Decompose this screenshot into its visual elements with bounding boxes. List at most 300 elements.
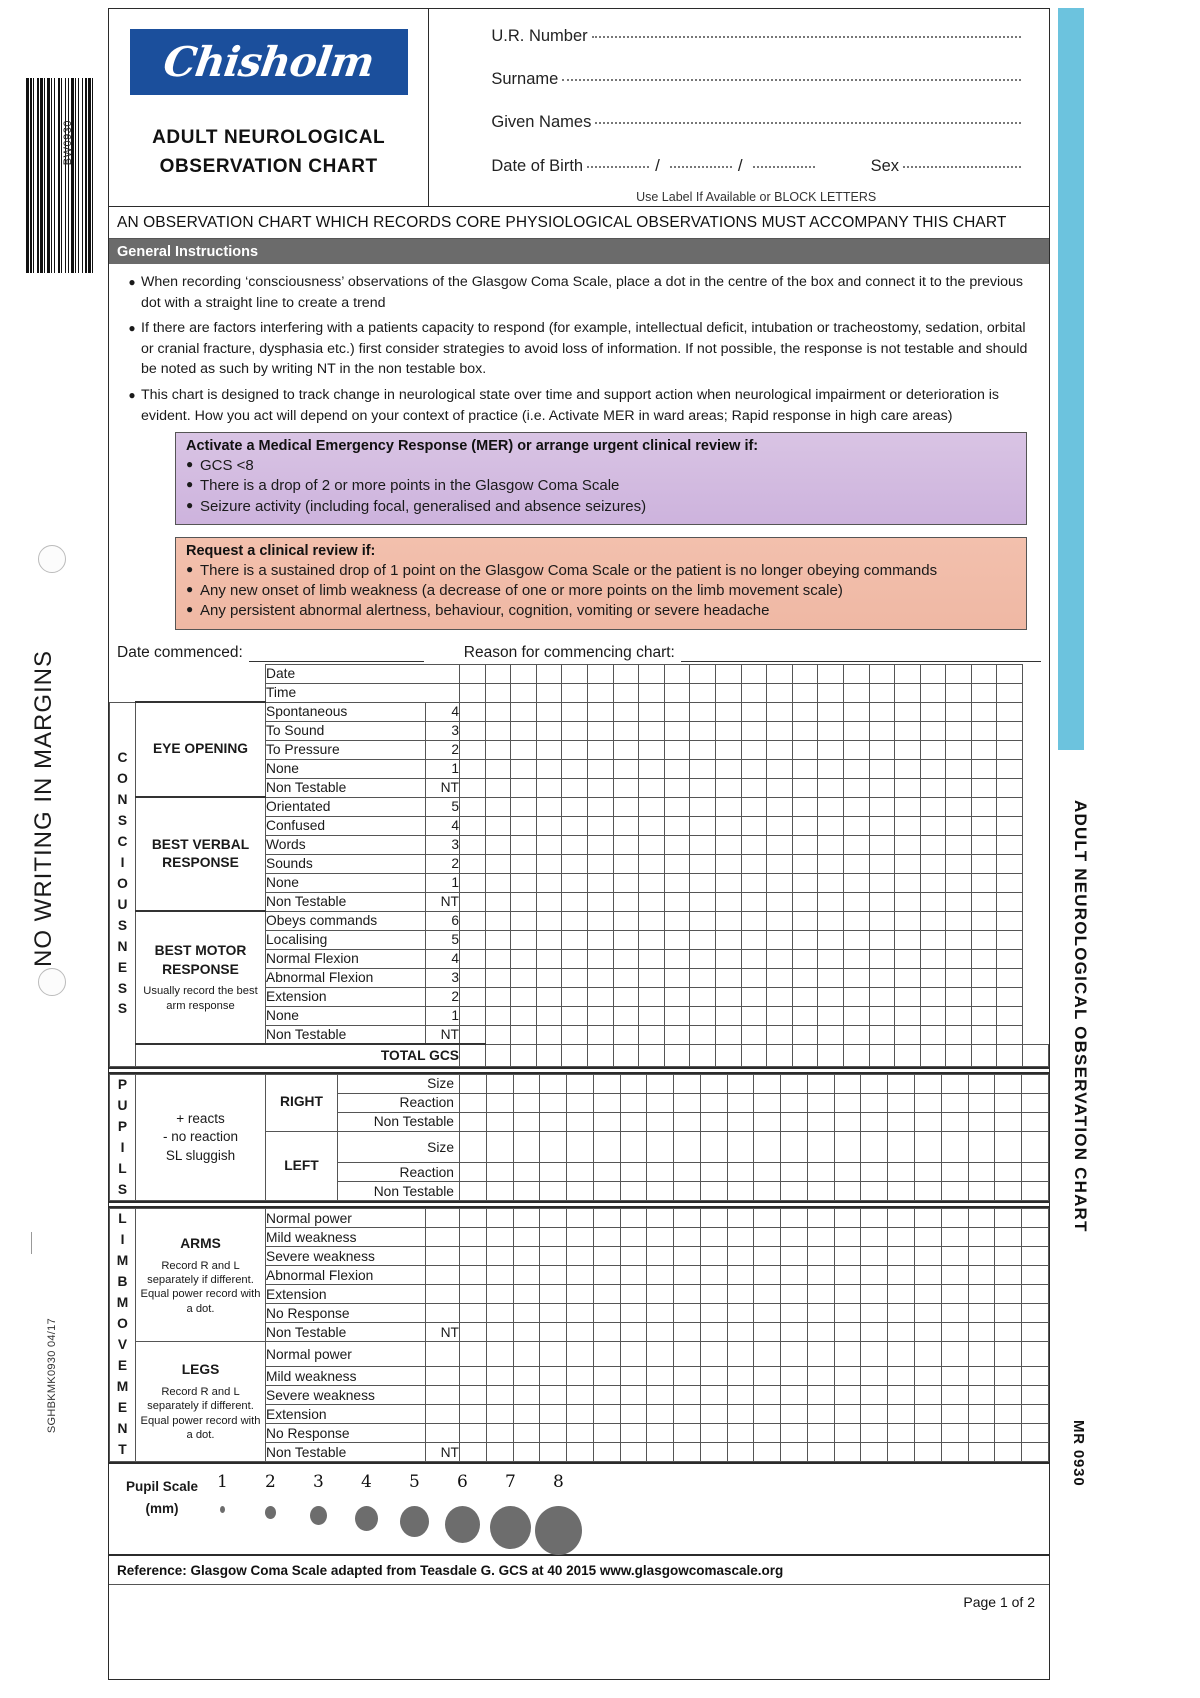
observation-cell[interactable] bbox=[818, 1006, 844, 1025]
limb-observation-cell[interactable] bbox=[700, 1304, 727, 1323]
observation-cell[interactable] bbox=[690, 949, 716, 968]
limb-observation-cell[interactable] bbox=[834, 1285, 861, 1304]
observation-cell[interactable] bbox=[869, 854, 895, 873]
observation-cell[interactable] bbox=[460, 873, 486, 892]
observation-cell[interactable] bbox=[818, 968, 844, 987]
total-gcs-cell[interactable] bbox=[587, 1044, 613, 1066]
observation-cell[interactable] bbox=[792, 664, 818, 683]
limb-observation-cell[interactable] bbox=[620, 1323, 647, 1342]
observation-cell[interactable] bbox=[767, 1025, 793, 1044]
limb-observation-cell[interactable] bbox=[460, 1266, 487, 1285]
limb-observation-cell[interactable] bbox=[781, 1342, 808, 1367]
observation-cell[interactable] bbox=[690, 968, 716, 987]
limb-observation-cell[interactable] bbox=[915, 1247, 942, 1266]
observation-cell[interactable] bbox=[997, 911, 1023, 930]
observation-cell[interactable] bbox=[843, 854, 869, 873]
observation-cell[interactable] bbox=[639, 721, 665, 740]
observation-cell[interactable] bbox=[562, 835, 588, 854]
limb-observation-cell[interactable] bbox=[513, 1209, 540, 1228]
limb-observation-cell[interactable] bbox=[620, 1304, 647, 1323]
observation-cell[interactable] bbox=[767, 740, 793, 759]
observation-cell[interactable] bbox=[920, 835, 946, 854]
observation-cell[interactable] bbox=[613, 930, 639, 949]
pupil-observation-cell[interactable] bbox=[754, 1131, 781, 1163]
observation-cell[interactable] bbox=[536, 797, 562, 816]
observation-cell[interactable] bbox=[895, 930, 921, 949]
observation-cell[interactable] bbox=[587, 721, 613, 740]
observation-cell[interactable] bbox=[971, 1006, 997, 1025]
limb-observation-cell[interactable] bbox=[995, 1228, 1022, 1247]
observation-cell[interactable] bbox=[741, 854, 767, 873]
observation-cell[interactable] bbox=[690, 664, 716, 683]
observation-cell[interactable] bbox=[920, 949, 946, 968]
pupil-observation-cell[interactable] bbox=[888, 1182, 915, 1201]
limb-observation-cell[interactable] bbox=[968, 1342, 995, 1367]
pupil-observation-cell[interactable] bbox=[941, 1131, 968, 1163]
limb-observation-cell[interactable] bbox=[861, 1323, 888, 1342]
limb-observation-cell[interactable] bbox=[567, 1304, 594, 1323]
total-gcs-cell[interactable] bbox=[715, 1044, 741, 1066]
total-gcs-cell[interactable] bbox=[767, 1044, 793, 1066]
limb-observation-cell[interactable] bbox=[834, 1323, 861, 1342]
pupil-observation-cell[interactable] bbox=[861, 1093, 888, 1112]
observation-cell[interactable] bbox=[690, 778, 716, 797]
given-names-input[interactable] bbox=[595, 122, 1021, 124]
limb-observation-cell[interactable] bbox=[995, 1443, 1022, 1462]
observation-cell[interactable] bbox=[869, 759, 895, 778]
limb-observation-cell[interactable] bbox=[486, 1304, 513, 1323]
observation-cell[interactable] bbox=[946, 683, 972, 702]
limb-observation-cell[interactable] bbox=[674, 1209, 701, 1228]
limb-observation-cell[interactable] bbox=[727, 1247, 754, 1266]
observation-cell[interactable] bbox=[613, 759, 639, 778]
pupil-observation-cell[interactable] bbox=[567, 1074, 594, 1093]
observation-cell[interactable] bbox=[715, 759, 741, 778]
limb-observation-cell[interactable] bbox=[1022, 1285, 1049, 1304]
observation-cell[interactable] bbox=[895, 759, 921, 778]
limb-observation-cell[interactable] bbox=[567, 1228, 594, 1247]
observation-cell[interactable] bbox=[843, 930, 869, 949]
observation-cell[interactable] bbox=[562, 1025, 588, 1044]
observation-cell[interactable] bbox=[460, 759, 486, 778]
observation-cell[interactable] bbox=[895, 1025, 921, 1044]
pupil-observation-cell[interactable] bbox=[486, 1093, 513, 1112]
observation-cell[interactable] bbox=[690, 816, 716, 835]
limb-observation-cell[interactable] bbox=[781, 1443, 808, 1462]
pupil-observation-cell[interactable] bbox=[567, 1112, 594, 1131]
observation-cell[interactable] bbox=[587, 1025, 613, 1044]
observation-cell[interactable] bbox=[767, 816, 793, 835]
observation-cell[interactable] bbox=[613, 721, 639, 740]
observation-cell[interactable] bbox=[767, 930, 793, 949]
limb-observation-cell[interactable] bbox=[754, 1209, 781, 1228]
pupil-observation-cell[interactable] bbox=[781, 1163, 808, 1182]
observation-cell[interactable] bbox=[741, 892, 767, 911]
limb-observation-cell[interactable] bbox=[781, 1228, 808, 1247]
limb-observation-cell[interactable] bbox=[460, 1304, 487, 1323]
pupil-observation-cell[interactable] bbox=[540, 1074, 567, 1093]
observation-cell[interactable] bbox=[767, 987, 793, 1006]
limb-observation-cell[interactable] bbox=[620, 1342, 647, 1367]
limb-observation-cell[interactable] bbox=[460, 1323, 487, 1342]
observation-cell[interactable] bbox=[741, 816, 767, 835]
limb-observation-cell[interactable] bbox=[995, 1424, 1022, 1443]
limb-observation-cell[interactable] bbox=[807, 1266, 834, 1285]
observation-cell[interactable] bbox=[511, 759, 537, 778]
limb-observation-cell[interactable] bbox=[834, 1386, 861, 1405]
observation-cell[interactable] bbox=[895, 835, 921, 854]
limb-observation-cell[interactable] bbox=[700, 1228, 727, 1247]
limb-observation-cell[interactable] bbox=[647, 1424, 674, 1443]
observation-cell[interactable] bbox=[460, 683, 486, 702]
limb-observation-cell[interactable] bbox=[781, 1386, 808, 1405]
observation-cell[interactable] bbox=[485, 987, 511, 1006]
limb-observation-cell[interactable] bbox=[540, 1304, 567, 1323]
pupil-observation-cell[interactable] bbox=[995, 1112, 1022, 1131]
observation-cell[interactable] bbox=[587, 873, 613, 892]
observation-cell[interactable] bbox=[511, 949, 537, 968]
pupil-observation-cell[interactable] bbox=[593, 1163, 620, 1182]
observation-cell[interactable] bbox=[715, 1025, 741, 1044]
observation-cell[interactable] bbox=[715, 949, 741, 968]
observation-cell[interactable] bbox=[818, 835, 844, 854]
pupil-observation-cell[interactable] bbox=[781, 1112, 808, 1131]
observation-cell[interactable] bbox=[843, 664, 869, 683]
observation-cell[interactable] bbox=[920, 816, 946, 835]
observation-cell[interactable] bbox=[869, 930, 895, 949]
observation-cell[interactable] bbox=[869, 987, 895, 1006]
limb-observation-cell[interactable] bbox=[861, 1443, 888, 1462]
total-gcs-cell[interactable] bbox=[997, 1044, 1023, 1066]
pupil-observation-cell[interactable] bbox=[995, 1131, 1022, 1163]
total-gcs-cell[interactable] bbox=[690, 1044, 716, 1066]
limb-observation-cell[interactable] bbox=[513, 1443, 540, 1462]
limb-observation-cell[interactable] bbox=[754, 1367, 781, 1386]
observation-cell[interactable] bbox=[741, 1006, 767, 1025]
pupil-observation-cell[interactable] bbox=[781, 1074, 808, 1093]
observation-cell[interactable] bbox=[971, 930, 997, 949]
observation-cell[interactable] bbox=[792, 854, 818, 873]
observation-cell[interactable] bbox=[485, 854, 511, 873]
limb-observation-cell[interactable] bbox=[647, 1228, 674, 1247]
observation-cell[interactable] bbox=[741, 702, 767, 721]
observation-cell[interactable] bbox=[613, 702, 639, 721]
observation-cell[interactable] bbox=[613, 911, 639, 930]
observation-cell[interactable] bbox=[997, 968, 1023, 987]
observation-cell[interactable] bbox=[946, 911, 972, 930]
observation-cell[interactable] bbox=[639, 702, 665, 721]
limb-observation-cell[interactable] bbox=[915, 1304, 942, 1323]
observation-cell[interactable] bbox=[920, 721, 946, 740]
limb-observation-cell[interactable] bbox=[807, 1342, 834, 1367]
limb-observation-cell[interactable] bbox=[540, 1266, 567, 1285]
limb-observation-cell[interactable] bbox=[700, 1405, 727, 1424]
limb-observation-cell[interactable] bbox=[915, 1424, 942, 1443]
limb-observation-cell[interactable] bbox=[781, 1323, 808, 1342]
observation-cell[interactable] bbox=[460, 949, 486, 968]
limb-observation-cell[interactable] bbox=[460, 1285, 487, 1304]
limb-observation-cell[interactable] bbox=[513, 1285, 540, 1304]
observation-cell[interactable] bbox=[818, 1025, 844, 1044]
limb-observation-cell[interactable] bbox=[941, 1266, 968, 1285]
observation-cell[interactable] bbox=[562, 968, 588, 987]
limb-observation-cell[interactable] bbox=[460, 1367, 487, 1386]
limb-observation-cell[interactable] bbox=[888, 1209, 915, 1228]
observation-cell[interactable] bbox=[639, 854, 665, 873]
observation-cell[interactable] bbox=[741, 778, 767, 797]
observation-cell[interactable] bbox=[460, 1025, 486, 1044]
limb-observation-cell[interactable] bbox=[620, 1247, 647, 1266]
limb-observation-cell[interactable] bbox=[754, 1228, 781, 1247]
limb-observation-cell[interactable] bbox=[593, 1323, 620, 1342]
limb-observation-cell[interactable] bbox=[915, 1266, 942, 1285]
limb-observation-cell[interactable] bbox=[781, 1424, 808, 1443]
observation-cell[interactable] bbox=[920, 664, 946, 683]
observation-cell[interactable] bbox=[741, 911, 767, 930]
observation-cell[interactable] bbox=[971, 721, 997, 740]
observation-cell[interactable] bbox=[869, 721, 895, 740]
pupil-observation-cell[interactable] bbox=[834, 1131, 861, 1163]
limb-observation-cell[interactable] bbox=[807, 1323, 834, 1342]
observation-cell[interactable] bbox=[843, 968, 869, 987]
observation-cell[interactable] bbox=[690, 683, 716, 702]
observation-cell[interactable] bbox=[690, 1006, 716, 1025]
observation-cell[interactable] bbox=[895, 816, 921, 835]
limb-observation-cell[interactable] bbox=[700, 1443, 727, 1462]
observation-cell[interactable] bbox=[664, 721, 690, 740]
limb-observation-cell[interactable] bbox=[807, 1386, 834, 1405]
pupil-observation-cell[interactable] bbox=[513, 1131, 540, 1163]
observation-cell[interactable] bbox=[690, 702, 716, 721]
limb-observation-cell[interactable] bbox=[915, 1209, 942, 1228]
observation-cell[interactable] bbox=[946, 721, 972, 740]
observation-cell[interactable] bbox=[460, 987, 486, 1006]
observation-cell[interactable] bbox=[843, 1006, 869, 1025]
limb-observation-cell[interactable] bbox=[593, 1386, 620, 1405]
pupil-observation-cell[interactable] bbox=[593, 1182, 620, 1201]
limb-observation-cell[interactable] bbox=[754, 1266, 781, 1285]
observation-cell[interactable] bbox=[536, 892, 562, 911]
pupil-observation-cell[interactable] bbox=[995, 1163, 1022, 1182]
observation-cell[interactable] bbox=[920, 987, 946, 1006]
limb-observation-cell[interactable] bbox=[486, 1209, 513, 1228]
limb-observation-cell[interactable] bbox=[620, 1424, 647, 1443]
observation-cell[interactable] bbox=[895, 740, 921, 759]
observation-cell[interactable] bbox=[511, 664, 537, 683]
pupil-observation-cell[interactable] bbox=[674, 1182, 701, 1201]
pupil-observation-cell[interactable] bbox=[781, 1182, 808, 1201]
observation-cell[interactable] bbox=[536, 778, 562, 797]
limb-observation-cell[interactable] bbox=[754, 1247, 781, 1266]
observation-cell[interactable] bbox=[587, 816, 613, 835]
observation-cell[interactable] bbox=[690, 740, 716, 759]
observation-cell[interactable] bbox=[587, 987, 613, 1006]
pupil-observation-cell[interactable] bbox=[915, 1112, 942, 1131]
observation-cell[interactable] bbox=[511, 740, 537, 759]
limb-observation-cell[interactable] bbox=[995, 1209, 1022, 1228]
observation-cell[interactable] bbox=[562, 892, 588, 911]
pupil-observation-cell[interactable] bbox=[647, 1163, 674, 1182]
observation-cell[interactable] bbox=[997, 759, 1023, 778]
limb-observation-cell[interactable] bbox=[941, 1228, 968, 1247]
observation-cell[interactable] bbox=[562, 873, 588, 892]
observation-cell[interactable] bbox=[895, 664, 921, 683]
observation-cell[interactable] bbox=[536, 1025, 562, 1044]
observation-cell[interactable] bbox=[613, 816, 639, 835]
observation-cell[interactable] bbox=[715, 702, 741, 721]
observation-cell[interactable] bbox=[639, 740, 665, 759]
pupil-observation-cell[interactable] bbox=[647, 1112, 674, 1131]
observation-cell[interactable] bbox=[485, 683, 511, 702]
limb-observation-cell[interactable] bbox=[995, 1405, 1022, 1424]
pupil-observation-cell[interactable] bbox=[727, 1074, 754, 1093]
limb-observation-cell[interactable] bbox=[915, 1367, 942, 1386]
limb-observation-cell[interactable] bbox=[647, 1386, 674, 1405]
observation-cell[interactable] bbox=[639, 892, 665, 911]
limb-observation-cell[interactable] bbox=[781, 1247, 808, 1266]
observation-cell[interactable] bbox=[767, 892, 793, 911]
limb-observation-cell[interactable] bbox=[647, 1266, 674, 1285]
limb-observation-cell[interactable] bbox=[781, 1367, 808, 1386]
pupil-observation-cell[interactable] bbox=[674, 1131, 701, 1163]
observation-cell[interactable] bbox=[895, 797, 921, 816]
observation-cell[interactable] bbox=[792, 911, 818, 930]
pupil-observation-cell[interactable] bbox=[781, 1093, 808, 1112]
limb-observation-cell[interactable] bbox=[915, 1386, 942, 1405]
limb-observation-cell[interactable] bbox=[781, 1209, 808, 1228]
pupil-observation-cell[interactable] bbox=[941, 1093, 968, 1112]
limb-observation-cell[interactable] bbox=[540, 1209, 567, 1228]
limb-observation-cell[interactable] bbox=[727, 1266, 754, 1285]
limb-observation-cell[interactable] bbox=[941, 1304, 968, 1323]
total-gcs-cell[interactable] bbox=[485, 1044, 511, 1066]
limb-observation-cell[interactable] bbox=[834, 1405, 861, 1424]
limb-observation-cell[interactable] bbox=[1022, 1228, 1049, 1247]
observation-cell[interactable] bbox=[715, 930, 741, 949]
observation-cell[interactable] bbox=[971, 835, 997, 854]
pupil-observation-cell[interactable] bbox=[1022, 1074, 1049, 1093]
limb-observation-cell[interactable] bbox=[941, 1342, 968, 1367]
observation-cell[interactable] bbox=[664, 987, 690, 1006]
pupil-observation-cell[interactable] bbox=[647, 1074, 674, 1093]
pupil-observation-cell[interactable] bbox=[727, 1131, 754, 1163]
pupil-observation-cell[interactable] bbox=[647, 1131, 674, 1163]
limb-observation-cell[interactable] bbox=[486, 1266, 513, 1285]
observation-cell[interactable] bbox=[895, 1006, 921, 1025]
limb-observation-cell[interactable] bbox=[460, 1443, 487, 1462]
observation-cell[interactable] bbox=[690, 873, 716, 892]
observation-cell[interactable] bbox=[946, 702, 972, 721]
observation-cell[interactable] bbox=[818, 683, 844, 702]
limb-observation-cell[interactable] bbox=[540, 1342, 567, 1367]
observation-cell[interactable] bbox=[920, 930, 946, 949]
limb-observation-cell[interactable] bbox=[700, 1323, 727, 1342]
limb-observation-cell[interactable] bbox=[620, 1266, 647, 1285]
observation-cell[interactable] bbox=[511, 778, 537, 797]
limb-observation-cell[interactable] bbox=[834, 1342, 861, 1367]
observation-cell[interactable] bbox=[587, 968, 613, 987]
total-gcs-cell[interactable] bbox=[792, 1044, 818, 1066]
limb-observation-cell[interactable] bbox=[1022, 1405, 1049, 1424]
limb-observation-cell[interactable] bbox=[1022, 1209, 1049, 1228]
limb-observation-cell[interactable] bbox=[807, 1405, 834, 1424]
observation-cell[interactable] bbox=[792, 1006, 818, 1025]
observation-cell[interactable] bbox=[485, 968, 511, 987]
limb-observation-cell[interactable] bbox=[486, 1228, 513, 1247]
observation-cell[interactable] bbox=[511, 721, 537, 740]
limb-observation-cell[interactable] bbox=[941, 1386, 968, 1405]
limb-observation-cell[interactable] bbox=[513, 1367, 540, 1386]
observation-cell[interactable] bbox=[997, 1006, 1023, 1025]
pupil-observation-cell[interactable] bbox=[567, 1131, 594, 1163]
observation-cell[interactable] bbox=[485, 1006, 511, 1025]
limb-observation-cell[interactable] bbox=[513, 1304, 540, 1323]
limb-observation-cell[interactable] bbox=[888, 1323, 915, 1342]
observation-cell[interactable] bbox=[946, 778, 972, 797]
limb-observation-cell[interactable] bbox=[593, 1285, 620, 1304]
observation-cell[interactable] bbox=[536, 911, 562, 930]
pupil-observation-cell[interactable] bbox=[727, 1093, 754, 1112]
pupil-observation-cell[interactable] bbox=[513, 1112, 540, 1131]
observation-cell[interactable] bbox=[690, 797, 716, 816]
limb-observation-cell[interactable] bbox=[486, 1323, 513, 1342]
limb-observation-cell[interactable] bbox=[968, 1228, 995, 1247]
observation-cell[interactable] bbox=[818, 797, 844, 816]
limb-observation-cell[interactable] bbox=[540, 1424, 567, 1443]
observation-cell[interactable] bbox=[639, 778, 665, 797]
observation-cell[interactable] bbox=[613, 778, 639, 797]
pupil-observation-cell[interactable] bbox=[807, 1163, 834, 1182]
limb-observation-cell[interactable] bbox=[781, 1266, 808, 1285]
limb-observation-cell[interactable] bbox=[861, 1209, 888, 1228]
observation-cell[interactable] bbox=[843, 987, 869, 1006]
limb-observation-cell[interactable] bbox=[1022, 1247, 1049, 1266]
observation-cell[interactable] bbox=[715, 854, 741, 873]
limb-observation-cell[interactable] bbox=[888, 1443, 915, 1462]
pupil-observation-cell[interactable] bbox=[460, 1131, 487, 1163]
pupil-observation-cell[interactable] bbox=[540, 1131, 567, 1163]
limb-observation-cell[interactable] bbox=[754, 1304, 781, 1323]
pupil-observation-cell[interactable] bbox=[513, 1074, 540, 1093]
limb-observation-cell[interactable] bbox=[834, 1266, 861, 1285]
limb-observation-cell[interactable] bbox=[727, 1323, 754, 1342]
observation-cell[interactable] bbox=[690, 835, 716, 854]
observation-cell[interactable] bbox=[511, 854, 537, 873]
observation-cell[interactable] bbox=[741, 797, 767, 816]
observation-cell[interactable] bbox=[946, 816, 972, 835]
pupil-observation-cell[interactable] bbox=[486, 1163, 513, 1182]
limb-observation-cell[interactable] bbox=[567, 1323, 594, 1342]
limb-observation-cell[interactable] bbox=[915, 1342, 942, 1367]
observation-cell[interactable] bbox=[587, 1006, 613, 1025]
limb-observation-cell[interactable] bbox=[968, 1424, 995, 1443]
pupil-observation-cell[interactable] bbox=[620, 1093, 647, 1112]
limb-observation-cell[interactable] bbox=[593, 1443, 620, 1462]
observation-cell[interactable] bbox=[587, 778, 613, 797]
observation-cell[interactable] bbox=[715, 740, 741, 759]
limb-observation-cell[interactable] bbox=[834, 1424, 861, 1443]
limb-observation-cell[interactable] bbox=[1022, 1386, 1049, 1405]
observation-cell[interactable] bbox=[485, 892, 511, 911]
observation-cell[interactable] bbox=[997, 892, 1023, 911]
observation-cell[interactable] bbox=[613, 873, 639, 892]
observation-cell[interactable] bbox=[818, 911, 844, 930]
pupil-observation-cell[interactable] bbox=[540, 1112, 567, 1131]
observation-cell[interactable] bbox=[562, 740, 588, 759]
observation-cell[interactable] bbox=[869, 702, 895, 721]
observation-cell[interactable] bbox=[485, 797, 511, 816]
total-gcs-cell[interactable] bbox=[664, 1044, 690, 1066]
